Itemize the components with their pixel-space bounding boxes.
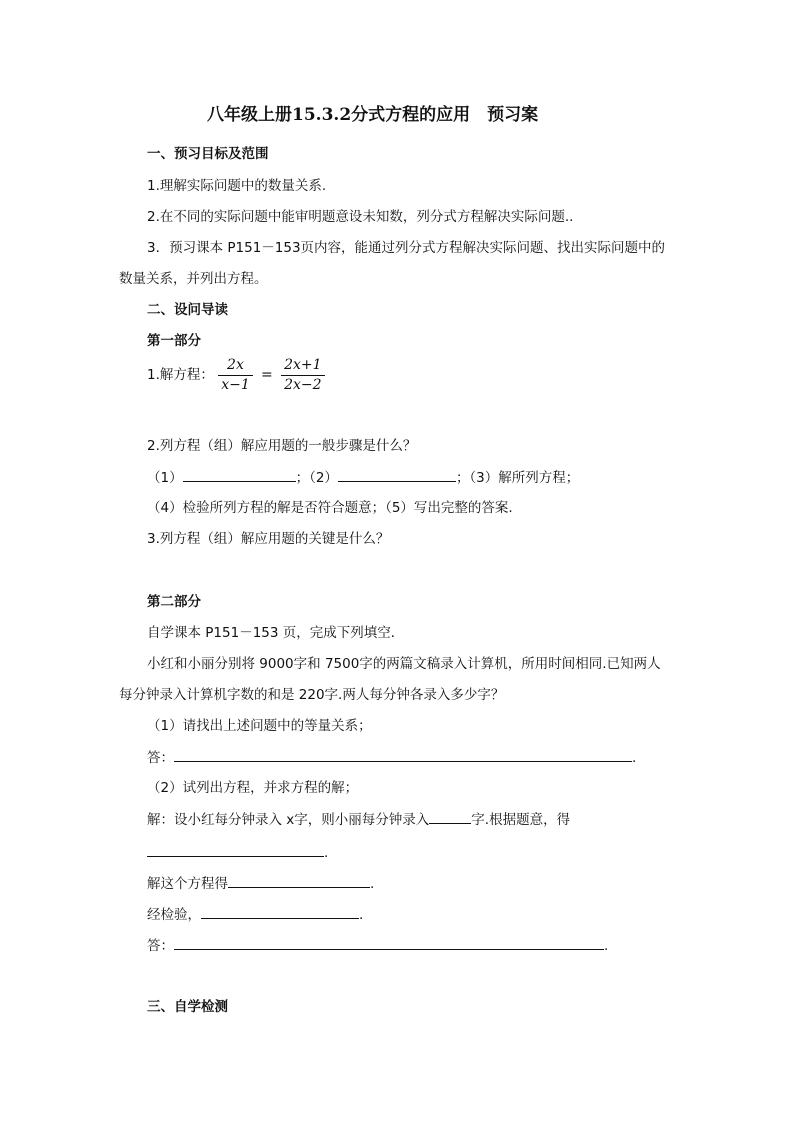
step-2-blank[interactable] xyxy=(338,468,456,482)
fraction-right-denominator: 2x−2 xyxy=(284,376,322,393)
goal-item-3-line-1: 3．预习课本 P151－153页内容，能通过列分式方程解决实际问题、找出实际问题中的 xyxy=(147,240,666,256)
equation-blank[interactable] xyxy=(147,843,324,857)
problem-line-1: 小红和小丽分别将 9000字和 7500字的两篇文稿录入计算机，所用时间相同.已知两人 xyxy=(147,656,661,672)
answer-label-1: 答： xyxy=(147,750,174,766)
part-1-heading: 第一部分 xyxy=(147,333,201,349)
step-1-prefix: （1） xyxy=(147,470,183,486)
steps-line xyxy=(147,468,579,487)
solution-period: . xyxy=(370,876,375,892)
step-1-blank[interactable] xyxy=(183,468,296,482)
section-1-heading: 一、预习目标及范围 xyxy=(147,146,269,162)
equation-label: 1.解方程： xyxy=(147,367,214,383)
section-3-heading: 三、自学检测 xyxy=(147,999,228,1015)
part-2-intro: 自学课本 P151－153 页，完成下列填空． xyxy=(147,625,405,641)
solve-suffix: 字.根据题意，得 xyxy=(471,812,571,828)
check-period: . xyxy=(359,907,364,923)
fraction-left-numerator: 2x xyxy=(218,357,253,376)
question-2: 2.列方程（组）解应用题的一般步骤是什么？ xyxy=(147,438,417,454)
solve-prefix: 解：设小红每分钟录入 x字，则小丽每分钟录入 xyxy=(147,812,430,828)
check-label: 经检验， xyxy=(147,907,201,923)
equation-blank-line xyxy=(147,843,328,862)
final-answer-period: . xyxy=(604,938,609,954)
goal-item-3-line-2: 数量关系，并列出方程。 xyxy=(119,271,268,287)
solution-line xyxy=(147,874,374,893)
steps-4-5: （4）检验所列方程的解是否符合题意；（5）写出完整的答案. xyxy=(147,500,513,516)
part-2-heading: 第二部分 xyxy=(147,594,201,610)
sub-question-2: （2）试列出方程，并求方程的解； xyxy=(147,780,359,796)
equation-question xyxy=(147,354,325,398)
check-blank[interactable] xyxy=(201,905,359,919)
sub-question-1: （1）请找出上述问题中的等量关系； xyxy=(147,718,372,734)
page-title: 八年级上册15.3.2分式方程的应用 预习案 xyxy=(207,105,539,125)
question-3: 3.列方程（组）解应用题的关键是什么？ xyxy=(147,531,390,547)
final-answer-blank[interactable] xyxy=(174,936,604,950)
equals-sign: = xyxy=(261,367,273,383)
fraction-left-denominator: x−1 xyxy=(221,376,250,393)
equation-period: . xyxy=(324,845,329,861)
answer-line-1 xyxy=(147,748,636,767)
fraction-left xyxy=(218,357,253,394)
section-2-heading: 二、设问导读 xyxy=(147,302,228,318)
answer-period-1: . xyxy=(632,750,637,766)
solution-blank[interactable] xyxy=(228,874,370,888)
final-answer-label: 答： xyxy=(147,938,174,954)
fraction-right xyxy=(281,357,324,394)
step-2-prefix: ；（2） xyxy=(295,470,338,486)
solution-label: 解这个方程得 xyxy=(147,876,228,892)
goal-item-2: 2.在不同的实际问题中能审明题意设未知数，列分式方程解决实际问题.. xyxy=(147,209,574,225)
solve-line xyxy=(147,810,570,829)
xiaoli-speed-blank[interactable] xyxy=(429,810,471,824)
final-answer-line xyxy=(147,936,608,955)
check-line xyxy=(147,905,363,924)
step-3-text: ；（3）解所列方程； xyxy=(455,470,580,486)
fraction-right-numerator: 2x+1 xyxy=(281,357,324,376)
problem-line-2: 每分钟录入计算机字数的和是 220字.两人每分钟各录入多少字？ xyxy=(119,687,505,703)
goal-item-1: 1.理解实际问题中的数量关系. xyxy=(147,178,327,194)
answer-blank-1[interactable] xyxy=(174,748,632,762)
